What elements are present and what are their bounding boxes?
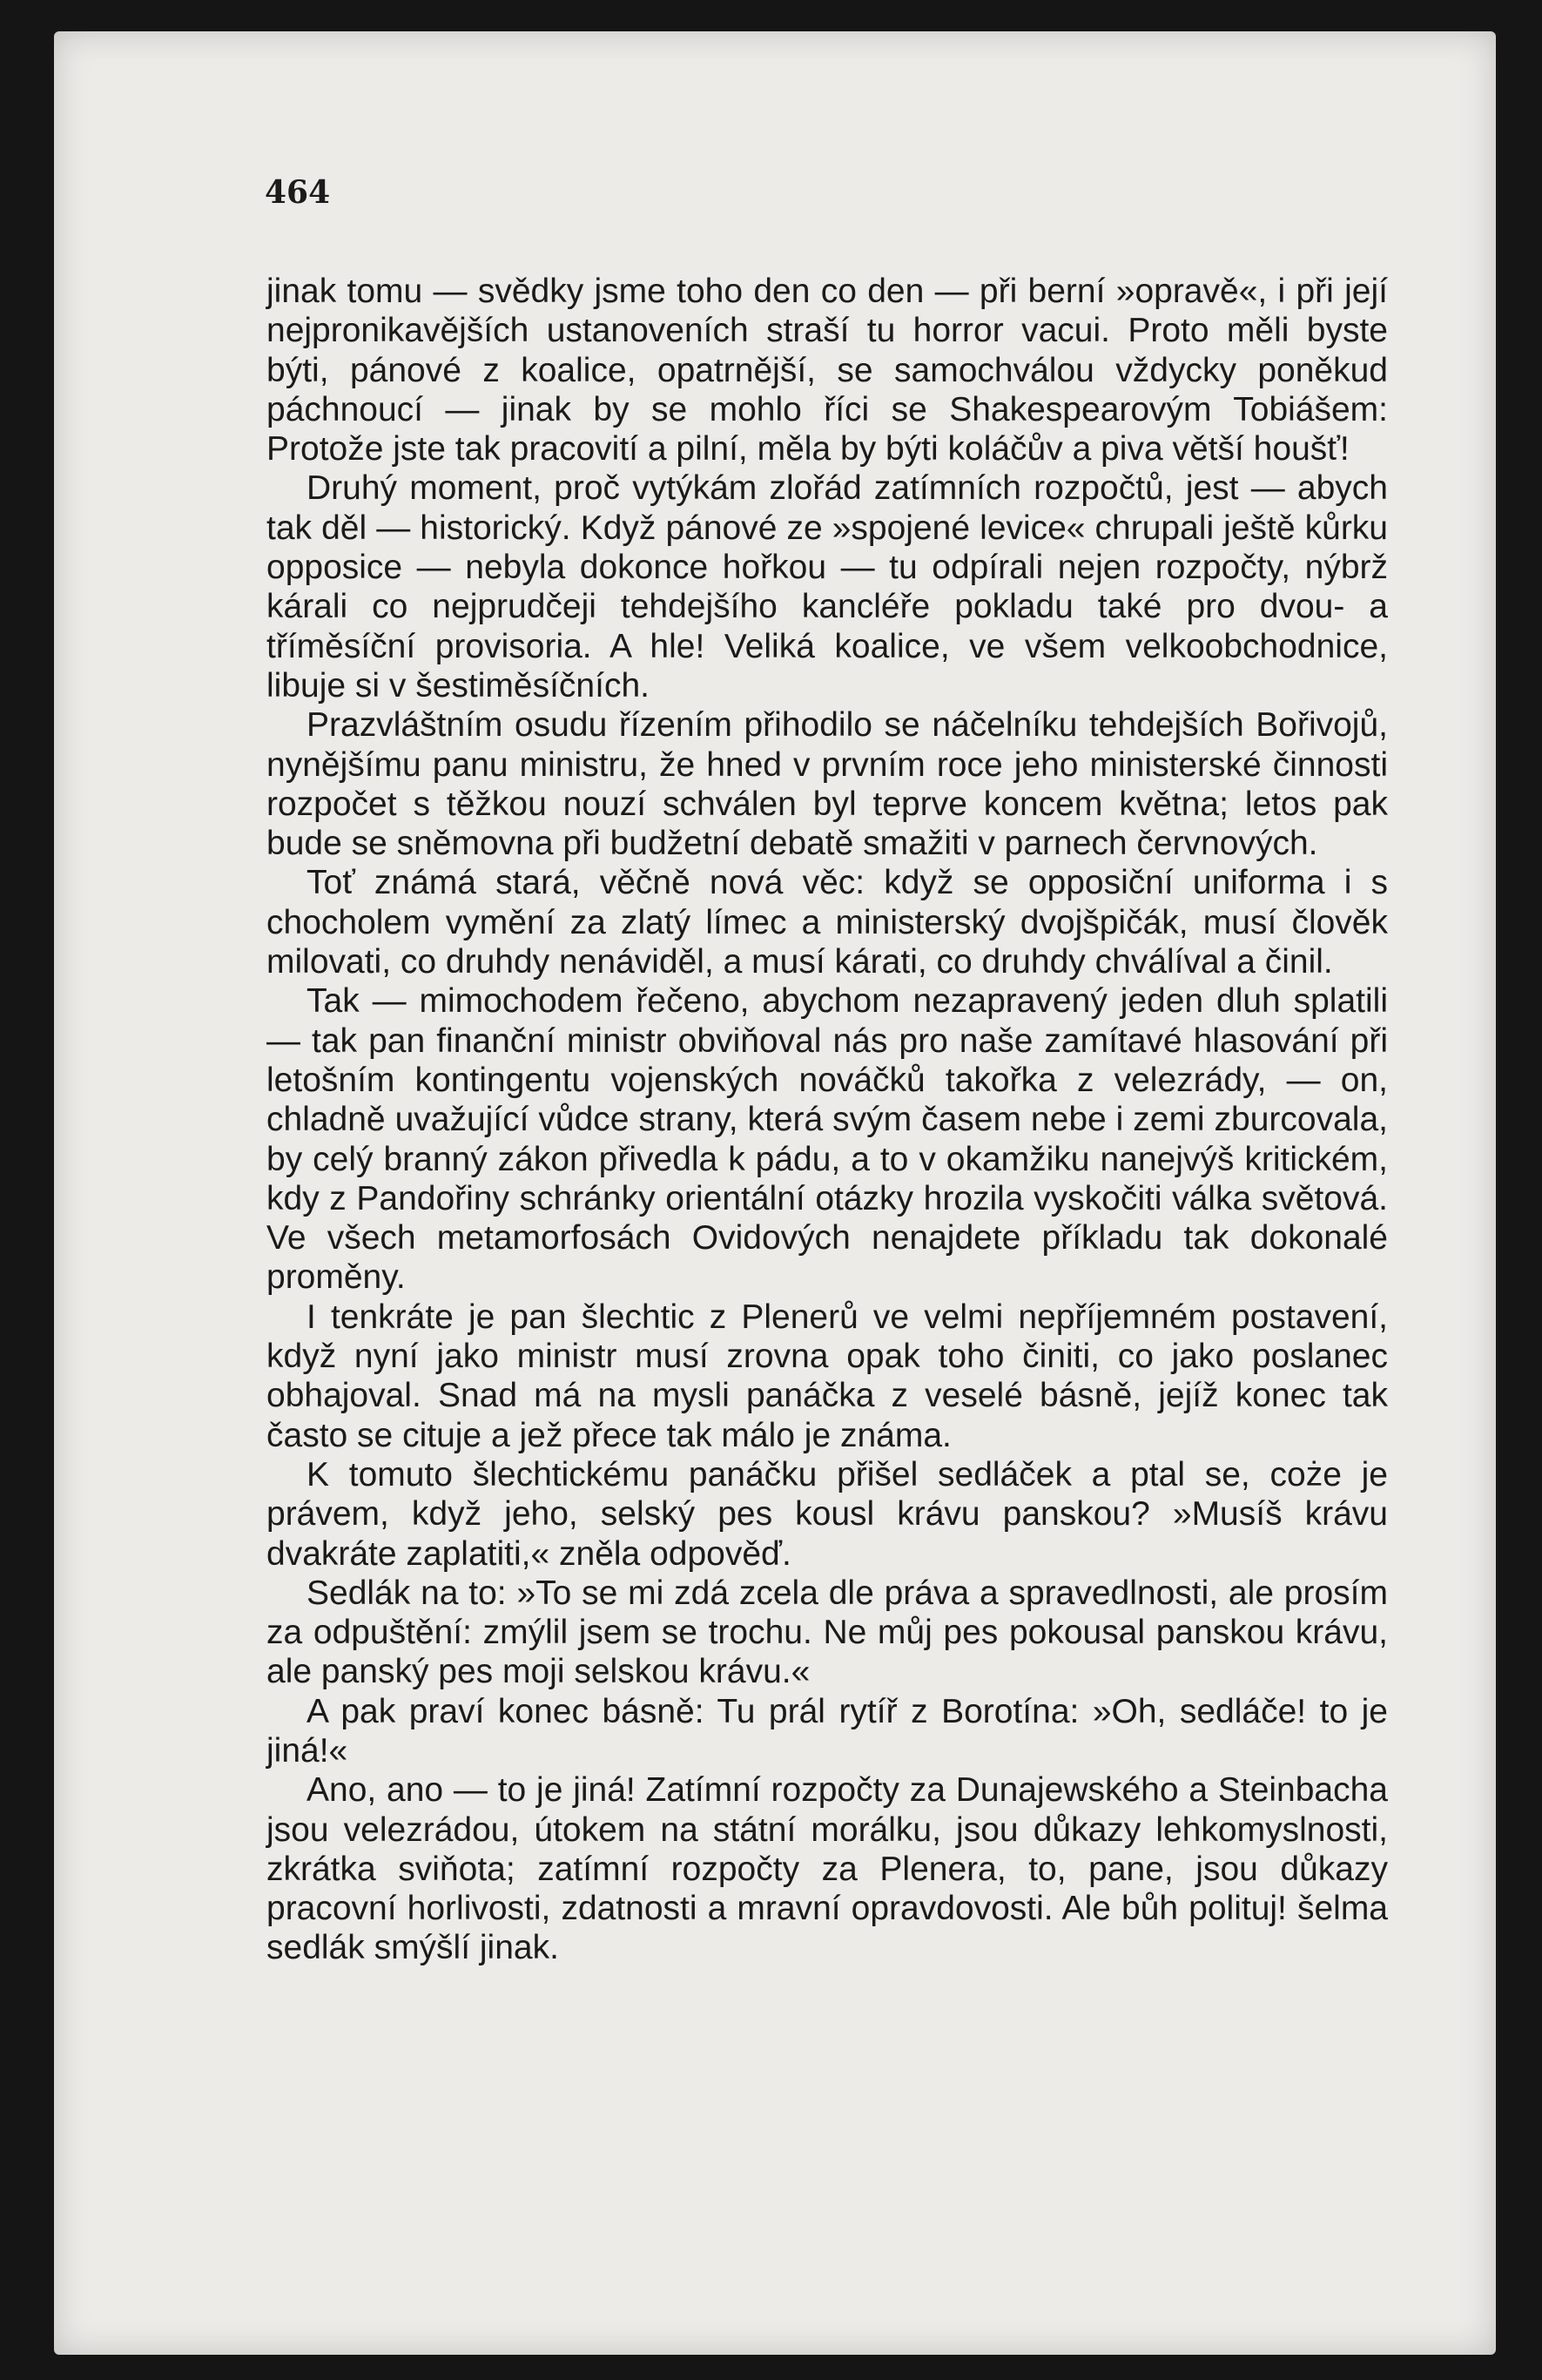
paragraph: Druhý moment, proč vytýkám zlořád zatímních rozpočtů, jest — abych tak děl — historický. Když pánové ze »spojené levice« chrupali ještě kůrku opposice — nebyla dokonce hořkou — tu odpírali nejen rozpočty, nýbrž kárali co nejprudčeji tehdejšího kancléře pokladu také pro dvou- a tříměsíční provisoria. A hle! Veliká koalice, ve všem velkoobchodnice, libuje si v šestiměsíčních. <box>266 469 1388 705</box>
paragraph: Prazvláštním osudu řízením přihodilo se náčelníku tehdejších Bořivojů, nynějšímu panu ministru, že hned v prvním roce jeho ministerské činnosti rozpočet s těžkou nouzí schválen byl teprve koncem května; letos pak bude se sněmovna při budžetní debatě smažiti v parnech červnových. <box>266 706 1388 863</box>
body-text <box>266 272 1388 1968</box>
paragraph: Ano, ano — to je jiná! Zatímní rozpočty za Dunajewského a Steinbacha jsou velezrádou, útokem na státní morálku, jsou důkazy lehkomyslnosti, zkrátka sviňota; zatímní rozpočty za Plenera, to, pane, jsou důkazy pracovní horlivosti, zdatnosti a mravní opravdovosti. Ale bůh polituj! šelma sedlák smýšlí jinak. <box>266 1771 1388 1967</box>
paragraph: Tak — mimochodem řečeno, abychom nezapravený jeden dluh splatili — tak pan finanční ministr obviňoval nás pro naše zamítavé hlasování při letošním kontingentu vojenských nováčků takořka z velezrády, — on, chladně uvažující vůdce strany, která svým časem nebe i zemi zburcovala, by celý branný zákon přivedla k pádu, a to v okamžiku nanejvýš kritickém, kdy z Pandořiny schránky orientální otázky hrozila vyskočiti válka světová. Ve všech metamorfosách Ovidových nenajdete příkladu tak dokonalé proměny. <box>266 982 1388 1297</box>
paragraph: K tomuto šlechtickému panáčku přišel sedláček a ptal se, coże je právem, když jeho, selský pes kousl krávu panskou? »Musíš krávu dvakráte zaplatiti,« zněla odpověď. <box>266 1455 1388 1573</box>
paragraph: I tenkráte je pan šlechtic z Plenerů ve velmi nepříjemném postavení, když nyní jako ministr musí zrovna opak toho činiti, co jako poslanec obhajoval. Snad má na mysli panáčka z veselé básně, jejíž konec tak často se cituje a jež přece tak málo je známa. <box>266 1298 1388 1454</box>
paragraph: Sedlák na to: »To se mi zdá zcela dle práva a spravedlnosti, ale prosím za odpuštění: zmýlil jsem se trochu. Ne můj pes pokousal panskou krávu, ale panský pes moji selskou krávu.« <box>266 1574 1388 1691</box>
paragraph: A pak praví konec básně: Tu prál rytíř z Borotína: »Oh, sedláče! to je jiná!« <box>266 1692 1388 1770</box>
paragraph: Toť známá stará, věčně nová věc: když se opposiční uniforma i s chocholem vymění za zlatý límec a ministerský dvojšpičák, musí člověk milovati, co druhdy nenáviděl, a musí kárati, co druhdy chválíval a činil. <box>266 864 1388 981</box>
page-number: 464 <box>265 174 331 211</box>
paragraph: jinak tomu — svědky jsme toho den co den — při berní »opravě«, i při její nejpronikavějších ustanoveních straší tu horror vacui. Proto měli byste býti, pánové z koalice, opatrnější, se samochválou vždycky poněkud páchnoucí — jinak by se mohlo říci se Shakespearovým Tobiášem: Protože jste tak pracovití a pilní, měla by býti koláčův a piva větší houšť! <box>266 273 1388 469</box>
